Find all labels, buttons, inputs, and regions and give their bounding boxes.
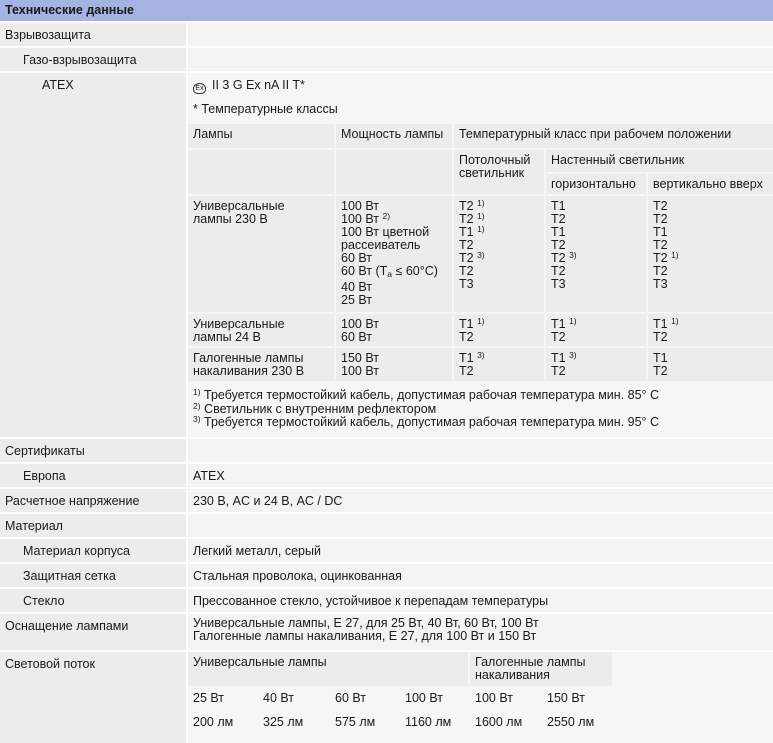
tr3-power: [336, 348, 452, 381]
cell-line: T3: [653, 277, 668, 291]
th-wall: Настенный светильник: [546, 150, 773, 172]
label-text: Световой поток: [5, 657, 95, 671]
label-text: Европа: [23, 469, 66, 483]
tr1-ceiling: [454, 196, 544, 312]
th-horizontal: горизонтально: [546, 174, 646, 194]
cell-line: 40 Вт: [341, 280, 373, 294]
cell-line: T2: [653, 212, 668, 226]
row-value-guard: [188, 564, 773, 587]
row-label-guard: [0, 564, 186, 587]
row-label-glass: [0, 589, 186, 612]
flux-watt-cell: 150 Вт: [542, 688, 612, 710]
flux-lumen-cell: 1600 лм: [470, 712, 540, 734]
tr1-lamp: Универсальные лампы 230 В: [188, 196, 334, 312]
ex-icon: Ex: [193, 83, 206, 94]
row-value-voltage: [188, 489, 773, 512]
cell-line: T2: [551, 264, 566, 278]
cell-line: T2: [551, 330, 566, 344]
th-temp-class: Температурный класс при рабочем положении: [454, 124, 773, 148]
tr1-power: [336, 196, 452, 312]
tr3-ceiling: [454, 348, 544, 381]
flux-halogen-header: Галогенные лампы накаливания: [470, 652, 612, 686]
flux-lumen-cell: 1160 лм: [400, 712, 468, 734]
row-value-europe: [188, 464, 773, 487]
th-empty: [336, 150, 452, 194]
cell-line: T1 $^{1)}$: [551, 316, 577, 331]
row-label-certificates: [0, 439, 186, 462]
tr2-ceiling: [454, 314, 544, 346]
cell-line: 150 Вт: [341, 351, 379, 365]
row-value-glass: [188, 589, 773, 612]
tr2-vertical: [648, 314, 773, 346]
label-text: Защитная сетка: [23, 569, 116, 583]
row-label-lamps: [0, 614, 186, 650]
value-text: Прессованное стекло, устойчивое к перепадам температуры: [193, 594, 549, 608]
cell-line: 100 Вт $^{2)}$: [341, 211, 391, 226]
cell-line: T2: [653, 238, 668, 252]
cell-line: T2 $^{1)}$: [459, 211, 485, 226]
cell-line: T2: [653, 330, 668, 344]
cell-line: T2: [653, 364, 668, 378]
cell-line: T2: [459, 330, 474, 344]
cell-line: T2: [653, 264, 668, 278]
cell-line: T1 $^{3)}$: [551, 350, 577, 365]
cell-line: T2 $^{3)}$: [551, 250, 577, 265]
row-label-material: [0, 514, 186, 537]
th-empty: [188, 150, 334, 194]
section-header: [0, 0, 773, 21]
cell-line: 60 Вт: [341, 330, 373, 344]
flux-watt-cell: 100 Вт: [470, 688, 540, 710]
cell-line: 100 Вт: [341, 317, 379, 331]
label-text: Взрывозащита: [5, 28, 91, 42]
cell-line: T1: [551, 225, 566, 239]
tr1-vertical: [648, 196, 773, 312]
cell-line: T1: [551, 199, 566, 213]
cell-line: T3: [459, 277, 474, 291]
value-text: Стальная проволока, оцинкованная: [193, 569, 402, 583]
flux-watt-cell: 40 Вт: [258, 688, 328, 710]
tr2-power: [336, 314, 452, 346]
label-text: Расчетное напряжение: [5, 494, 140, 508]
cell-line: T2 $^{1)}$: [653, 250, 679, 265]
flux-watt-cell: 100 Вт: [400, 688, 468, 710]
tr3-vertical: [648, 348, 773, 381]
label-text: Газо-взрывозащита: [23, 53, 137, 67]
tr3-horizontal: [546, 348, 646, 381]
th-power: Мощность лампы: [336, 124, 452, 148]
th-vertical: вертикально вверх: [648, 174, 773, 194]
temp-classes-note: * Температурные классы: [193, 102, 338, 116]
cell-line: 60 Вт: [341, 251, 373, 265]
tr2-horizontal: [546, 314, 646, 346]
value-text: Универсальные лампы, E 27, для 25 Вт, 40 Вт, 60 Вт, 100 Вт: [193, 616, 539, 630]
cell-line: T2: [459, 238, 474, 252]
flux-universal-header: Универсальные лампы: [188, 652, 468, 686]
th-ceiling: Потолочный светильник: [454, 150, 544, 194]
label-text: Сертификаты: [5, 444, 85, 458]
cell-line: рассеиватель: [341, 238, 421, 252]
value-text: Легкий металл, серый: [193, 544, 321, 558]
row-label-voltage: [0, 489, 186, 512]
flux-watt-cell: 60 Вт: [330, 688, 398, 710]
row-label-gas: [0, 48, 186, 71]
row-label-housing: [0, 539, 186, 562]
footnote-2: $^{2)}$ Светильник с внутренним рефлектором: [193, 401, 437, 416]
cell-line: T2 $^{3)}$: [459, 250, 485, 265]
tr2-lamp: Универсальные лампы 24 В: [188, 314, 334, 346]
row-value-gas: [188, 48, 773, 71]
cell-line: T2: [653, 199, 668, 213]
row-label-explosion: [0, 23, 186, 46]
cell-line: T2: [551, 212, 566, 226]
row-value-explosion: [188, 23, 773, 46]
cell-line: 25 Вт: [341, 293, 373, 307]
flux-lumen-cell: 575 лм: [330, 712, 398, 734]
flux-lumen-cell: 2550 лм: [542, 712, 612, 734]
row-label-europe: [0, 464, 186, 487]
cell-line: 100 Вт: [341, 199, 379, 213]
cell-line: T1 $^{3)}$: [459, 350, 485, 365]
section-title: Технические данные: [5, 3, 134, 17]
value-text: Галогенные лампы накаливания, E 27, для 100 Вт и 150 Вт: [193, 629, 537, 643]
value-text: 230 В, AC и 24 В, AC / DC: [193, 494, 343, 508]
cell-line: T2: [459, 364, 474, 378]
cell-line: T1: [653, 225, 668, 239]
cell-line: T1 $^{1)}$: [459, 316, 485, 331]
label-text: Материал: [5, 519, 63, 533]
th-lamps: Лампы: [188, 124, 334, 148]
value-text: ATEX: [193, 469, 225, 483]
cell-line: 60 Вт $(T_a \le 60^\circ C)$: [341, 264, 438, 279]
cell-line: T2: [551, 364, 566, 378]
cell-line: T3: [551, 277, 566, 291]
footnote-3: $^{3)}$ Требуется термостойкий кабель, допустимая рабочая температура мин. 95° C: [193, 414, 660, 429]
cell-line: T1 $^{1)}$: [459, 224, 485, 239]
cell-line: T1: [653, 351, 668, 365]
row-label-atex: [0, 73, 186, 437]
cell-line: 100 Вт цветной: [341, 225, 430, 239]
atex-value: [193, 78, 305, 94]
label-text: Оснащение лампами: [5, 619, 129, 633]
cell-line: T2 $^{1)}$: [459, 198, 485, 213]
row-value-certificates: [188, 439, 773, 462]
label-text: ATEX: [42, 78, 74, 92]
row-value-material: [188, 514, 773, 537]
cell-line: T2: [551, 238, 566, 252]
row-label-flux: [0, 652, 186, 743]
flux-watt-cell: 25 Вт: [188, 688, 256, 710]
footnote-1: $^{1)}$ Требуется термостойкий кабель, допустимая рабочая температура мин. 85° C: [193, 387, 660, 402]
label-text: Материал корпуса: [23, 544, 131, 558]
flux-lumen-cell: 200 лм: [188, 712, 256, 734]
row-value-lamps: [188, 614, 773, 650]
flux-lumen-cell: 325 лм: [258, 712, 328, 734]
cell-line: T1 $^{1)}$: [653, 316, 679, 331]
tr3-lamp: Галогенные лампы накаливания 230 В: [188, 348, 334, 381]
atex-marking: II 3 G Ex nA II T*: [212, 78, 305, 92]
cell-line: T2: [459, 264, 474, 278]
row-value-housing: [188, 539, 773, 562]
tr1-horizontal: [546, 196, 646, 312]
label-text: Стекло: [23, 594, 65, 608]
cell-line: 100 Вт: [341, 364, 379, 378]
